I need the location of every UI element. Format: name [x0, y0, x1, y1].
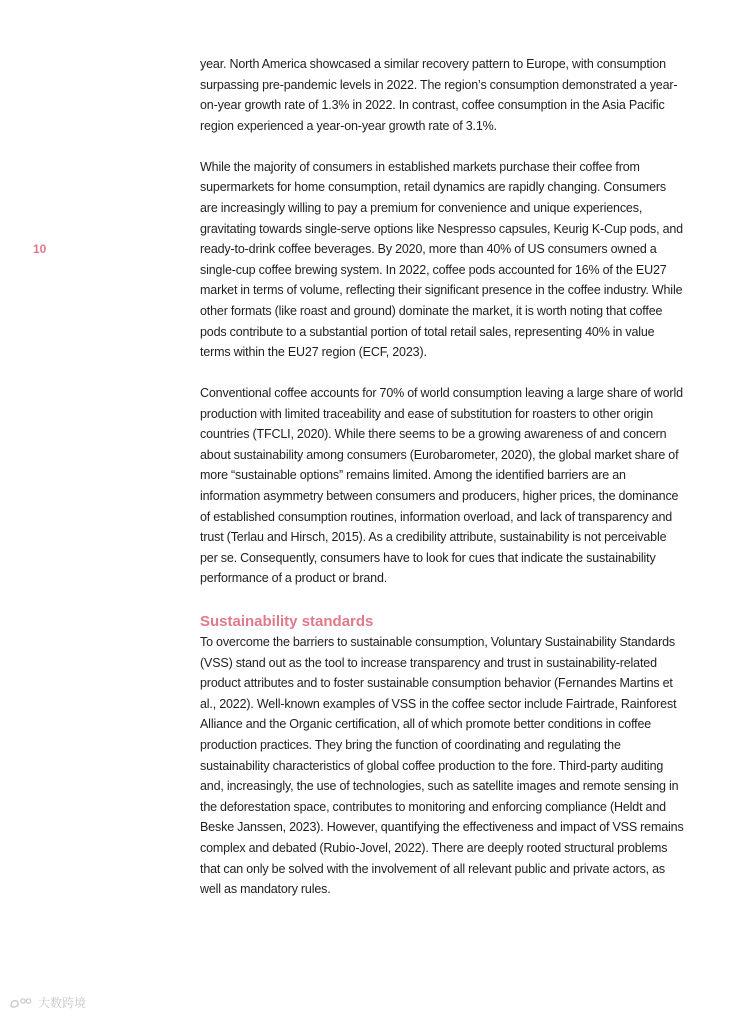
watermark	[8, 994, 86, 1011]
paragraph-sustainability-standards: To overcome the barriers to sustainable consumption, Voluntary Sustainability Standards (VSS) stand out as the tool to increase transparency and trust in sustainability-related product attributes and to foster sustainable consumption behavior (Fernandes Martins et al., 2022). Well-known examples of VSS in the coffee sector include Fairtrade, Rainforest Alliance and the Organic certification, all of which promote better conditions in coffee production practices. They bring the function of coordinating and regulating the sustainability characteristics of global coffee production to the fore. Third-party auditing and, increasingly, the use of technologies, such as satellite images and remote sensing in the deforestation space, contributes to monitoring and enforcing compliance (Heldt and Beske Janssen, 2023). However, quantifying the effectiveness and impact of VSS remains complex and debated (Rubio-Jovel, 2022). There are deeply rooted structural problems that can only be solved with the involvement of all relevant public and private actors, as well as mandatory rules.	[200, 635, 684, 897]
paragraph-regional-consumption: year. North America showcased a similar recovery pattern to Europe, with consumption surpassing pre-pandemic levels in 2022. The region’s consumption demonstrated a year-on-year growth rate of 1.3% in 2022. In contrast, coffee consumption in the Asia Pacific region experienced a year-on-year growth rate of 3.1%.	[200, 57, 678, 133]
page-number: 10	[33, 242, 47, 256]
article-body	[200, 54, 686, 900]
section-heading-sustainability-standards: Sustainability standards	[200, 613, 374, 631]
paragraph-conventional-coffee: Conventional coffee accounts for 70% of world consumption leaving a large share of world production with limited traceability and ease of substitution for roasters to other origin countries (TFCLI, 2020). While there seems to be a growing awareness of and concern about sustainability among consumers (Eurobarometer, 2020), the global market share of more “sustainable options” remains limited. Among the identified barriers are an information asymmetry between consumers and producers, higher prices, the dominance of established consumption routines, information overload, and lack of transparency and trust (Terlau and Hirsch, 2015). As a credibility attribute, sustainability is not perceivable per se. Consequently, consumers have to look for cues that indicate the sustainability performance of a product or brand.	[200, 386, 683, 586]
paragraph-retail-dynamics: While the majority of consumers in established markets purchase their coffee from supermarkets for home consumption, retail dynamics are rapidly changing. Consumers are increasingly willing to pay a premium for convenience and unique experiences, gravitating towards single-serve options like Nespresso capsules, Keurig K-Cup pods, and ready-to-drink coffee beverages. By 2020, more than 40% of US consumers owned a single-cup coffee brewing system. In 2022, coffee pods accounted for 16% of the EU27 market in terms of volume, reflecting their significant presence in the coffee industry. While other formats (like roast and ground) dominate the market, it is worth noting that coffee pods contribute to a substantial portion of total retail sales, representing 40% in value terms within the EU27 region (ECF, 2023).	[200, 159, 683, 360]
watermark-text: 大数跨境	[38, 996, 87, 1010]
watermark-logo-icon	[8, 996, 34, 1010]
